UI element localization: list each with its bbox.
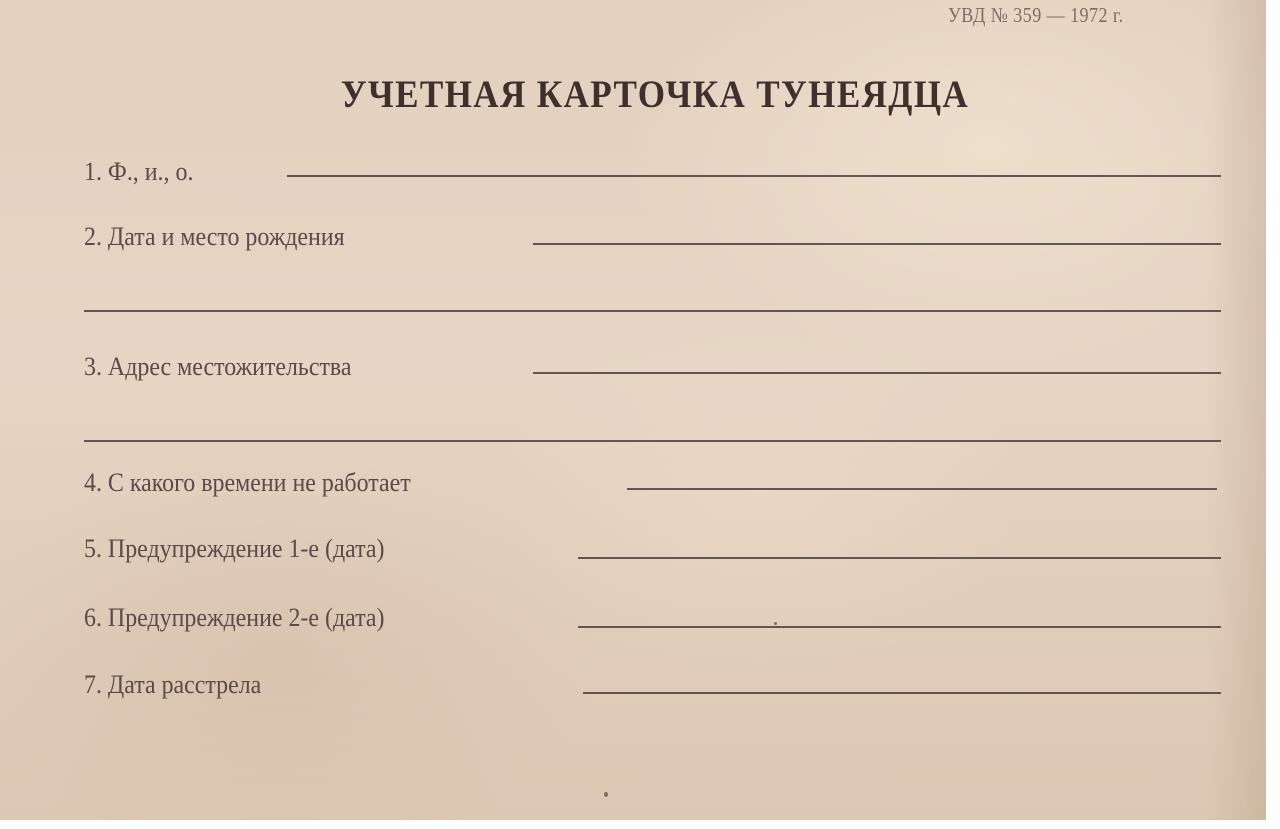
paper-speck: [774, 622, 777, 625]
field-line-first-warning: [578, 557, 1221, 559]
field-line-address: [533, 372, 1221, 374]
field-label-birth: 2. Дата и место рождения: [84, 222, 345, 251]
field-label-address: 3. Адрес местожительства: [84, 352, 352, 381]
field-line-execution-date: [583, 692, 1221, 694]
field-line-birth: [533, 243, 1221, 245]
paper-edge-shadow: [1206, 0, 1266, 820]
paper-speck: [604, 792, 608, 797]
field-line-birth-continued: [84, 310, 1221, 312]
card-title: УЧЕТНАЯ КАРТОЧКА ТУНЕЯДЦА: [340, 73, 970, 116]
field-line-unemployed-since: [627, 488, 1217, 490]
field-label-second-warning: 6. Предупреждение 2-е (дата): [84, 603, 385, 632]
field-line-full-name: [287, 175, 1221, 177]
field-line-address-continued: [84, 440, 1221, 442]
form-reference: УВД № 359 — 1972 г.: [948, 3, 1124, 27]
field-label-first-warning: 5. Предупреждение 1-е (дата): [84, 534, 385, 563]
field-label-execution-date: 7. Дата расстрела: [84, 670, 262, 699]
field-line-second-warning: [578, 626, 1221, 628]
field-label-unemployed-since: 4. С какого времени не работает: [84, 468, 411, 497]
field-label-full-name: 1. Ф., и., о.: [84, 157, 194, 186]
